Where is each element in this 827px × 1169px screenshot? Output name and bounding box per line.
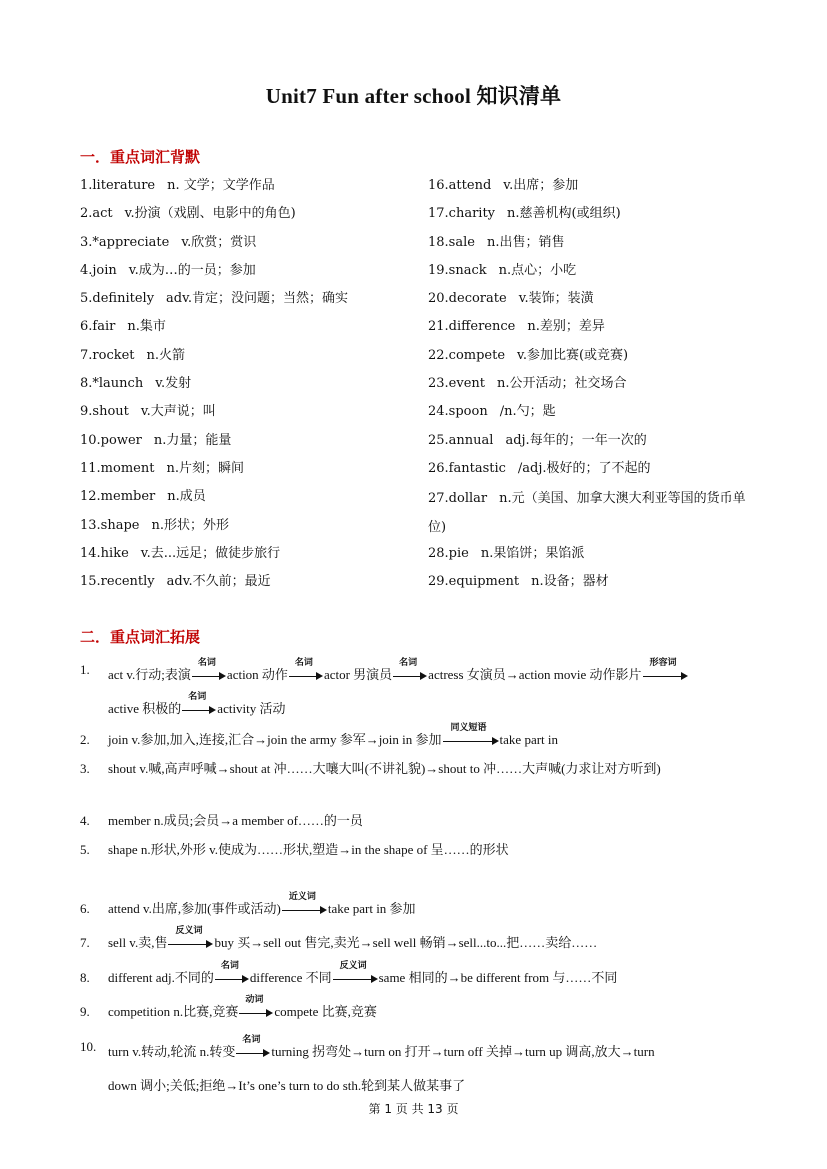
- vocab-word: 9.shout: [80, 404, 129, 420]
- vocab-word: 11.moment: [80, 460, 155, 476]
- vocab-meaning: n.集市: [127, 319, 166, 335]
- vocab-item: [428, 315, 753, 343]
- vocab-meaning: v.装饰；装潢: [518, 291, 594, 307]
- vocab-meaning: n.片刻；瞬间: [166, 460, 244, 476]
- labeled-arrow-icon: [215, 961, 249, 985]
- vocab-item: [428, 400, 753, 428]
- vocab-meaning: /n.勺；匙: [499, 404, 556, 420]
- vocab-word: 18.sale: [428, 234, 475, 250]
- vocab-column-left: [80, 174, 410, 598]
- extension-number: 4.: [80, 813, 90, 828]
- extension-text: active 积极的: [108, 701, 182, 716]
- extension-text: turning 拐弯处→turn on 打开→turn off 关掉→turn up 调高,放大→turn: [271, 1044, 655, 1059]
- extension-text: activity 活动: [217, 701, 286, 716]
- extension-body: [108, 658, 750, 726]
- vocab-item: [428, 174, 753, 202]
- vocab-word: 25.annual: [428, 432, 494, 448]
- arrow-label: 反义词: [339, 961, 367, 972]
- extension-text: take part in 参加: [327, 901, 416, 916]
- vocab-word: 19.snack: [428, 262, 487, 278]
- labeled-arrow-icon: [393, 658, 427, 682]
- vocab-word: 7.rocket: [80, 347, 135, 363]
- extension-body: [108, 757, 750, 781]
- vocab-item: [80, 202, 410, 230]
- vocab-meaning: n.力量；能量: [153, 432, 232, 448]
- vocab-meaning: adv.不久前；最近: [166, 574, 271, 590]
- extension-body: [108, 1035, 750, 1103]
- vocab-meaning: n.差别；差异: [527, 319, 605, 335]
- labeled-arrow-icon: [282, 892, 327, 916]
- extension-text: competition n.比赛,竞赛: [108, 1004, 239, 1019]
- vocab-word: 26.fantastic: [428, 460, 506, 476]
- section-heading-extension: 二．重点词汇拓展: [80, 628, 201, 646]
- vocab-meaning: v.欣赏；赏识: [181, 234, 257, 250]
- extension-text: turn v.转动,轮流 n.转变: [108, 1044, 236, 1059]
- vocab-item: [80, 231, 410, 259]
- arrow-label: 近义词: [288, 892, 316, 903]
- extension-line: [108, 692, 750, 726]
- extension-body: [108, 926, 750, 955]
- vocab-meaning: n.形状；外形: [151, 517, 229, 533]
- vocab-item: [80, 429, 410, 457]
- vocab-item: [428, 570, 753, 598]
- vocab-meaning: v.发射: [155, 376, 192, 392]
- arrow-label: 同义短语: [450, 723, 487, 734]
- vocab-word: 23.event: [428, 376, 486, 392]
- vocab-meaning: n.火箭: [146, 347, 186, 363]
- vocab-word: 15.recently: [80, 574, 155, 590]
- vocab-word: 3.*appreciate: [80, 234, 170, 250]
- section-heading-vocab: 一．重点词汇背默: [80, 148, 201, 166]
- vocab-meaning: n.点心；小吃: [498, 262, 577, 278]
- extension-text: act v.行动;表演: [108, 667, 191, 682]
- vocab-item: [428, 287, 753, 315]
- arrow-label: 名词: [294, 658, 313, 669]
- labeled-arrow-icon: [168, 926, 213, 950]
- vocab-item: [428, 542, 753, 570]
- labeled-arrow-icon: [192, 658, 226, 682]
- vocab-word: 24.spoon: [428, 404, 488, 420]
- extension-text: shout v.喊,高声呼喊→shout at 冲……大嚷大叫(不讲礼貌)→shout to 冲……大声喊(力求让对方听到): [108, 761, 661, 776]
- extension-text: member n.成员;会员→a member of……的一员: [108, 813, 363, 828]
- extension-text: compete 比赛,竞赛: [274, 1004, 377, 1019]
- extension-body: [108, 723, 750, 752]
- vocab-word: 10.power: [80, 432, 142, 448]
- vocab-word: 29.equipment: [428, 574, 520, 590]
- vocab-item: [428, 259, 753, 287]
- vocab-item: [428, 231, 753, 259]
- vocab-word: 21.difference: [428, 319, 516, 335]
- labeled-arrow-icon: [236, 1035, 270, 1059]
- extension-text: action 动作: [226, 667, 288, 682]
- vocab-meaning: n.元（美国、加拿大澳大利亚等国的货币单位): [428, 491, 746, 535]
- vocab-word: 28.pie: [428, 545, 469, 561]
- extension-text: actress 女演员→action movie 动作影片: [428, 667, 642, 682]
- arrow-label: 名词: [197, 658, 216, 669]
- extension-number: 10.: [80, 1039, 97, 1054]
- arrow-label: 反义词: [175, 926, 203, 937]
- vocab-word: 6.fair: [80, 319, 116, 335]
- vocab-item: [428, 485, 753, 542]
- labeled-arrow-icon: [182, 692, 216, 716]
- labeled-arrow-icon: [333, 961, 378, 985]
- labeled-arrow-icon: [643, 658, 688, 682]
- vocab-item: [80, 514, 410, 542]
- extension-line: [108, 1069, 750, 1103]
- extension-text: down 调小;关低;拒绝→It’s one’s turn to do sth.轮到某人做某事了: [108, 1078, 466, 1093]
- page-footer: 第 1 页 共 13 页: [368, 1102, 459, 1116]
- vocab-word: 17.charity: [428, 206, 496, 222]
- vocab-column-right: [428, 174, 753, 598]
- extension-body: [108, 809, 750, 833]
- vocab-meaning: n. 文学；文学作品: [167, 178, 275, 193]
- extension-number: 6.: [80, 901, 90, 916]
- extension-number: 3.: [80, 761, 90, 776]
- vocab-item: [428, 429, 753, 457]
- extension-body: [108, 838, 750, 862]
- vocab-meaning: n.出售；销售: [486, 234, 565, 250]
- vocab-item: [80, 259, 410, 287]
- vocab-item: [80, 542, 410, 570]
- vocab-word: 2.act: [80, 206, 113, 222]
- arrow-label: 动词: [245, 995, 264, 1006]
- extension-text: sell v.卖,售: [108, 935, 168, 950]
- extension-text: buy 买→sell out 售完,卖光→sell well 畅销→sell...to...把……卖给……: [214, 935, 598, 950]
- vocab-word: 20.decorate: [428, 291, 507, 307]
- vocab-word: 22.compete: [428, 347, 506, 363]
- arrow-label: 名词: [220, 961, 239, 972]
- labeled-arrow-icon: [289, 658, 323, 682]
- vocab-word: 8.*launch: [80, 376, 144, 392]
- vocab-meaning: v.去...远足；做徒步旅行: [140, 545, 281, 561]
- arrow-label: 名词: [399, 658, 418, 669]
- extension-number: 7.: [80, 935, 90, 950]
- vocab-meaning: adj.每年的；一年一次的: [505, 432, 647, 448]
- arrow-label: 名词: [188, 692, 207, 703]
- vocab-item: [428, 372, 753, 400]
- extension-body: [108, 961, 750, 990]
- extension-text: different adj.不同的: [108, 970, 214, 985]
- vocab-item: [80, 372, 410, 400]
- vocab-item: [428, 344, 753, 372]
- vocab-word: 16.attend: [428, 178, 492, 193]
- vocab-meaning: v.扮演（戏剧、电影中的角色): [124, 206, 296, 222]
- extension-number: 8.: [80, 970, 90, 985]
- vocab-item: [80, 287, 410, 315]
- extension-number: 9.: [80, 1004, 90, 1019]
- vocab-item: [80, 457, 410, 485]
- extension-body: [108, 995, 750, 1024]
- vocab-meaning: n.设备；器材: [531, 574, 609, 590]
- vocab-meaning: n.公开活动；社交场合: [497, 376, 627, 392]
- vocab-item: [80, 570, 410, 598]
- vocab-word: 5.definitely: [80, 291, 155, 307]
- extension-number: 2.: [80, 732, 90, 747]
- arrow-label: 名词: [242, 1035, 261, 1046]
- vocab-item: [80, 174, 410, 202]
- vocab-item: [428, 202, 753, 230]
- vocab-word: 12.member: [80, 489, 156, 505]
- vocab-meaning: adv.肯定；没问题；当然；确实: [166, 291, 349, 307]
- vocab-word: 14.hike: [80, 545, 129, 561]
- extension-body: [108, 892, 750, 921]
- vocab-meaning: v.成为…的一员；参加: [128, 262, 256, 278]
- vocab-item: [428, 457, 753, 485]
- vocab-word: 1.literature: [80, 178, 156, 193]
- vocab-meaning: v.大声说；叫: [140, 404, 216, 420]
- extension-text: take part in: [499, 732, 559, 747]
- extension-line: [108, 1035, 750, 1069]
- extension-text: join v.参加,加入,连接,汇合→join the army 参军→join in 参加: [108, 732, 442, 747]
- extension-text: same 相同的→be different from 与……不同: [378, 970, 618, 985]
- extension-text: shape n.形状,外形 v.使成为……形状,塑造→in the shape of 呈……的形状: [108, 842, 509, 857]
- vocab-meaning: v.出席；参加: [503, 178, 579, 193]
- extension-number: 5.: [80, 842, 90, 857]
- labeled-arrow-icon: [239, 995, 273, 1019]
- vocab-item: [80, 485, 410, 513]
- vocab-meaning: n.成员: [167, 489, 206, 505]
- vocab-item: [80, 400, 410, 428]
- extension-line: [108, 658, 750, 692]
- extension-text: difference 不同: [249, 970, 332, 985]
- labeled-arrow-icon: [443, 723, 499, 747]
- vocab-item: [80, 344, 410, 372]
- extension-number: 1.: [80, 662, 90, 677]
- vocab-item: [80, 315, 410, 343]
- vocab-word: 27.dollar: [428, 491, 488, 507]
- vocab-meaning: v.参加比赛(或竞赛): [517, 347, 629, 363]
- vocab-meaning: n.慈善机构(或组织): [507, 206, 621, 222]
- vocab-word: 4.join: [80, 262, 117, 278]
- vocab-meaning: n.果馅饼；果馅派: [480, 545, 585, 561]
- extension-text: actor 男演员: [323, 667, 393, 682]
- vocab-word: 13.shape: [80, 517, 140, 533]
- arrow-label: 形容词: [649, 658, 677, 669]
- vocab-meaning: /adj.极好的；了不起的: [517, 460, 651, 476]
- page-title: Unit7 Fun after school 知识清单: [265, 84, 562, 108]
- extension-text: attend v.出席,参加(事件或活动): [108, 901, 281, 916]
